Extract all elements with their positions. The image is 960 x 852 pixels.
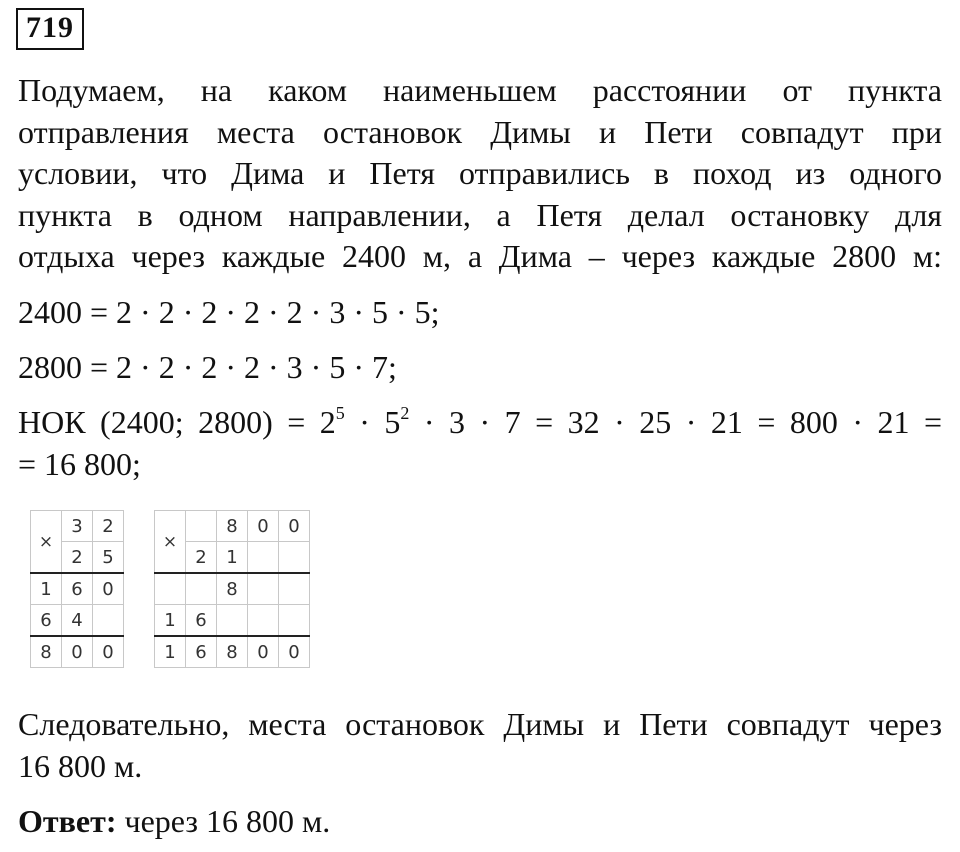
grid-cell bbox=[248, 573, 279, 605]
grid-cell: 0 bbox=[62, 636, 93, 668]
lcm-line-1 bbox=[18, 402, 942, 444]
grid-cell bbox=[186, 511, 217, 542]
grid-cell bbox=[217, 605, 248, 637]
multiplication-800-by-21 bbox=[154, 510, 310, 668]
grid-cell bbox=[248, 542, 279, 574]
grid-cell: 2 bbox=[186, 542, 217, 574]
factorization-2800: 2800 = 2 · 2 · 2 · 2 · 3 · 5 · 7; bbox=[18, 349, 397, 385]
lcm-exponent-1: 5 bbox=[335, 403, 345, 423]
grid-cell: 8 bbox=[217, 511, 248, 542]
intro-paragraph bbox=[18, 70, 942, 278]
grid-cell: 2 bbox=[93, 511, 124, 542]
answer-label: Ответ: bbox=[18, 803, 117, 839]
grid-cell bbox=[279, 573, 310, 605]
grid-cell: 6 bbox=[186, 605, 217, 637]
grid-cell: 6 bbox=[186, 636, 217, 668]
grid-cell: 2 bbox=[62, 542, 93, 574]
problem-number: 719 bbox=[16, 8, 84, 50]
answer-line bbox=[18, 801, 942, 843]
grid-cell: 0 bbox=[279, 511, 310, 542]
grid-cell: 0 bbox=[93, 636, 124, 668]
grid-cell: 1 bbox=[31, 573, 62, 605]
grid-cell: 5 bbox=[93, 542, 124, 574]
answer-text: через 16 800 м. bbox=[116, 803, 331, 839]
grid-cell: 1 bbox=[217, 542, 248, 574]
grid-cell: 3 bbox=[62, 511, 93, 542]
intro-line: отдыха через каждые 2400 м, а Дима – через каждые 2800 м: bbox=[18, 238, 942, 274]
grid-cell: 1 bbox=[155, 605, 186, 637]
lcm-exponent-2: 2 bbox=[400, 403, 410, 423]
grid-cell: 4 bbox=[62, 605, 93, 637]
grid-cell bbox=[279, 605, 310, 637]
grid-cell: 6 bbox=[31, 605, 62, 637]
grid-cell bbox=[186, 573, 217, 605]
grid-cell: 0 bbox=[93, 573, 124, 605]
grid-cell: 8 bbox=[217, 573, 248, 605]
conclusion-line: Следовательно, места остановок Димы и Пети совпадут через bbox=[18, 706, 942, 742]
intro-line: условии, что Дима и Петя отправились в поход из одного bbox=[18, 155, 942, 191]
intro-line: отправления места остановок Димы и Пети совпадут при bbox=[18, 113, 942, 150]
lcm-expression bbox=[18, 402, 942, 485]
intro-line: пункта в одном направлении, а Петя делал остановку для bbox=[18, 196, 942, 233]
grid-cell: 6 bbox=[62, 573, 93, 605]
grid-cell bbox=[93, 605, 124, 637]
grid-cell: 1 bbox=[155, 636, 186, 668]
conclusion-paragraph bbox=[18, 704, 942, 787]
grid-cell bbox=[248, 605, 279, 637]
factorization-2400: 2400 = 2 · 2 · 2 · 2 · 2 · 3 · 5 · 5; bbox=[18, 294, 440, 330]
lcm-line-2: = 16 800; bbox=[18, 445, 141, 482]
grid-cell bbox=[279, 542, 310, 574]
lcm-suffix: · 3 · 7 = 32 · 25 · 21 = 800 · 21 = bbox=[409, 404, 943, 440]
grid-cell: 0 bbox=[248, 511, 279, 542]
conclusion-line: 16 800 м. bbox=[18, 747, 143, 784]
grid-cell: 0 bbox=[248, 636, 279, 668]
grid-cell bbox=[155, 573, 186, 605]
grid-cell: 8 bbox=[217, 636, 248, 668]
lcm-prefix: НОК (2400; 2800) = 2 bbox=[18, 404, 336, 440]
multiply-sign: × bbox=[155, 511, 186, 574]
multiplication-32-by-25 bbox=[30, 510, 124, 668]
lcm-mid: · 5 bbox=[344, 404, 401, 440]
intro-line: Подумаем, на каком наименьшем расстоянии от пункта bbox=[18, 72, 942, 108]
multiply-sign: × bbox=[31, 511, 62, 574]
grid-cell: 0 bbox=[279, 636, 310, 668]
grid-cell: 8 bbox=[31, 636, 62, 668]
